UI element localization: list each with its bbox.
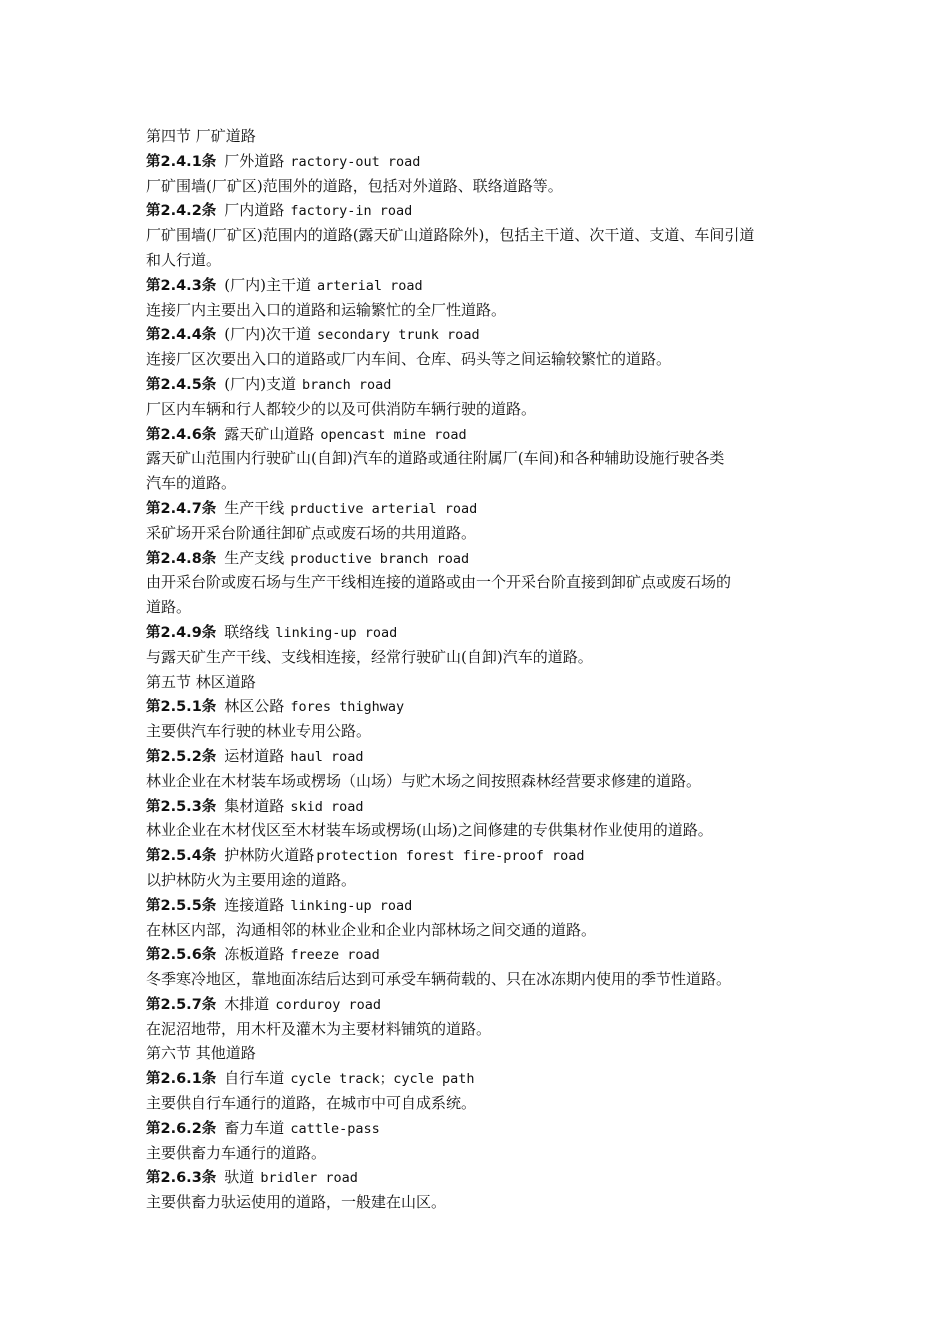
clause-heading <box>146 496 816 521</box>
clause-english-term: opencast mine road <box>320 426 467 443</box>
clause-number: 第2.5.2条 <box>146 748 217 765</box>
definition-text: 厂矿围墙(厂矿区)范围外的道路，包括对外道路、联络道路等。 <box>146 176 563 195</box>
clause-english-term: productive branch road <box>290 550 470 567</box>
clause-term: (厂内)主干道 <box>224 275 312 294</box>
clause-heading <box>146 1066 816 1091</box>
definition-text: 在泥沼地带，用木杆及灌木为主要材料铺筑的道路。 <box>146 1019 492 1038</box>
clause-term: 冻板道路 <box>224 945 285 964</box>
clause-english-term: factory-in road <box>290 203 413 220</box>
definition-text: 由开采台阶或废石场与生产干线相连接的道路或由一个开采台阶直接到卸矿点或废石场的 <box>146 573 732 592</box>
clause-term: (厂内)次干道 <box>224 325 312 344</box>
clause-term: 驮道 <box>224 1168 255 1187</box>
clause-english-term: protection forest fire-proof road <box>316 848 585 865</box>
section-heading: 第六节 其他道路 <box>146 1044 256 1063</box>
clause-number: 第2.4.6条 <box>146 426 217 443</box>
clause-heading <box>146 620 816 645</box>
definition-text: 主要供畜力驮运使用的道路，一般建在山区。 <box>146 1193 447 1212</box>
clause-term: 自行车道 <box>224 1069 285 1088</box>
definition-text: 和人行道。 <box>146 250 222 269</box>
clause-heading <box>146 694 816 719</box>
definition-text: 主要供畜力车通行的道路。 <box>146 1143 327 1162</box>
clause-term: 集材道路 <box>224 796 285 815</box>
clause-english-term: corduroy road <box>275 996 381 1013</box>
clause-english-term: secondary trunk road <box>317 327 480 344</box>
document-body <box>146 124 816 1215</box>
clause-number: 第2.5.1条 <box>146 699 217 716</box>
definition-text: 采矿场开采台阶通往卸矿点或废石场的共用道路。 <box>146 523 477 542</box>
clause-number: 第2.5.5条 <box>146 897 217 914</box>
clause-heading <box>146 322 816 347</box>
clause-number: 第2.5.6条 <box>146 947 217 964</box>
clause-number: 第2.4.1条 <box>146 153 217 170</box>
clause-english-term: fores thighway <box>290 699 405 716</box>
clause-heading <box>146 1165 816 1190</box>
definition-text: 道路。 <box>146 598 192 617</box>
clause-english-term: freeze road <box>290 947 380 964</box>
definition-text: 在林区内部，沟通相邻的林业企业和企业内部林场之间交通的道路。 <box>146 920 597 939</box>
clause-heading <box>146 1116 816 1141</box>
clause-term: 联络线 <box>224 622 270 641</box>
clause-heading <box>146 992 816 1017</box>
clause-term: 厂内道路 <box>224 201 285 220</box>
clause-heading <box>146 546 816 571</box>
clause-term: 护林防火道路 <box>224 846 315 865</box>
clause-number: 第2.4.4条 <box>146 327 217 344</box>
clause-number: 第2.6.2条 <box>146 1120 217 1137</box>
clause-heading <box>146 273 816 298</box>
clause-number: 第2.4.2条 <box>146 203 217 220</box>
definition-text: 林业企业在木材装车场或楞场（山场）与贮木场之间按照森林经营要求修建的道路。 <box>146 771 702 790</box>
definition-text: 厂矿围墙(厂矿区)范围内的道路(露天矿山道路除外)，包括主干道、次干道、支道、车间引道 <box>146 226 755 245</box>
clause-english-term: cycle track；cycle path <box>290 1071 475 1088</box>
clause-term: 厂外道路 <box>224 151 285 170</box>
clause-heading <box>146 198 816 223</box>
clause-term: 生产干线 <box>224 498 285 517</box>
clause-heading <box>146 149 816 174</box>
clause-heading <box>146 893 816 918</box>
clause-english-term: cattle-pass <box>290 1120 380 1137</box>
clause-term: (厂内)支道 <box>224 374 297 393</box>
clause-term: 畜力车道 <box>224 1118 285 1137</box>
clause-term: 生产支线 <box>224 548 285 567</box>
clause-english-term: linking-up road <box>275 624 398 641</box>
definition-text: 厂区内车辆和行人都较少的以及可供消防车辆行驶的道路。 <box>146 399 537 418</box>
clause-heading <box>146 942 816 967</box>
clause-term: 连接道路 <box>224 895 285 914</box>
clause-english-term: bridler road <box>260 1170 358 1187</box>
definition-text: 连接厂区次要出入口的道路或厂内车间、仓库、码头等之间运输较繁忙的道路。 <box>146 350 672 369</box>
clause-number: 第2.5.7条 <box>146 996 217 1013</box>
definition-text: 主要供自行车通行的道路，在城市中可自成系统。 <box>146 1094 477 1113</box>
section-heading: 第四节 厂矿道路 <box>146 127 256 145</box>
clause-english-term: arterial road <box>317 277 423 294</box>
clause-heading <box>146 744 816 769</box>
definition-text: 露天矿山范围内行驶矿山(自卸)汽车的道路或通往附属厂(车间)和各种辅助设施行驶各类 <box>146 449 725 468</box>
clause-term: 露天矿山道路 <box>224 424 315 443</box>
clause-english-term: prductive arterial road <box>290 500 478 517</box>
definition-text: 连接厂内主要出入口的道路和运输繁忙的全厂性道路。 <box>146 300 507 319</box>
definition-text: 冬季寒冷地区，靠地面冻结后达到可承受车辆荷载的、只在冰冻期内使用的季节性道路。 <box>146 970 732 989</box>
definition-text: 以护林防火为主要用途的道路。 <box>146 870 357 889</box>
clause-english-term: ractory-out road <box>290 153 421 170</box>
clause-number: 第2.5.4条 <box>146 848 217 865</box>
clause-number: 第2.6.1条 <box>146 1071 217 1088</box>
clause-number: 第2.4.3条 <box>146 277 217 294</box>
definition-text: 与露天矿生产干线、支线相连接，经常行驶矿山(自卸)汽车的道路。 <box>146 647 593 666</box>
clause-number: 第2.4.5条 <box>146 376 217 393</box>
clause-heading <box>146 794 816 819</box>
clause-english-term: haul road <box>290 748 364 765</box>
clause-term: 木排道 <box>224 994 270 1013</box>
clause-number: 第2.4.8条 <box>146 550 217 567</box>
clause-number: 第2.4.9条 <box>146 624 217 641</box>
clause-heading <box>146 372 816 397</box>
clause-number: 第2.6.3条 <box>146 1170 217 1187</box>
clause-term: 运材道路 <box>224 746 285 765</box>
definition-text: 主要供汽车行驶的林业专用公路。 <box>146 722 372 741</box>
clause-english-term: branch road <box>302 376 392 393</box>
clause-number: 第2.5.3条 <box>146 798 217 815</box>
clause-number: 第2.4.7条 <box>146 500 217 517</box>
clause-term: 林区公路 <box>224 697 285 716</box>
clause-english-term: linking-up road <box>290 897 413 914</box>
section-heading: 第五节 林区道路 <box>146 672 256 691</box>
clause-heading <box>146 422 816 447</box>
clause-english-term: skid road <box>290 798 364 815</box>
definition-text: 汽车的道路。 <box>146 474 237 493</box>
clause-heading <box>146 843 816 868</box>
definition-text: 林业企业在木材伐区至木材装车场或楞场(山场)之间修建的专供集材作业使用的道路。 <box>146 821 713 840</box>
